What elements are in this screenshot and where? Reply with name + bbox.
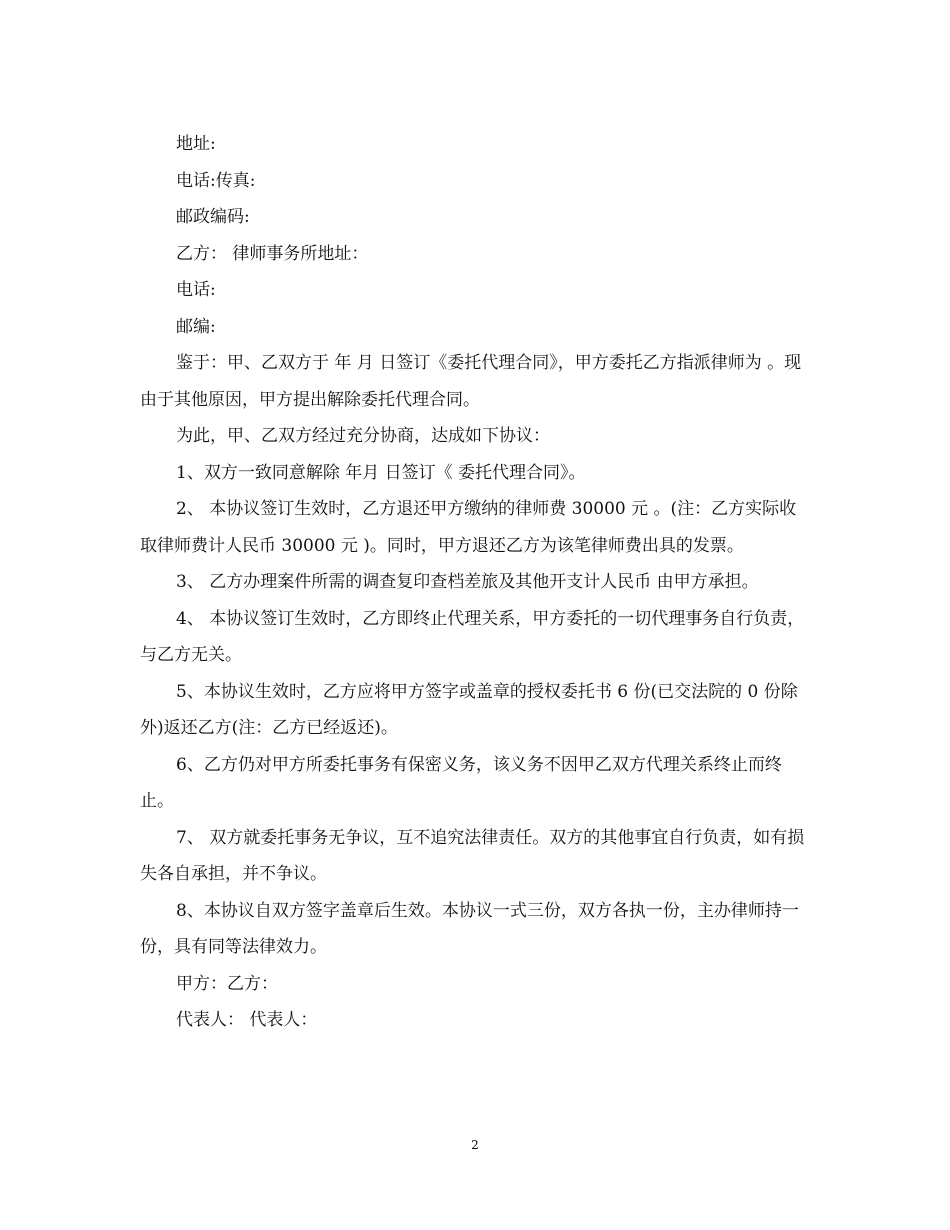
address-line: 地址: <box>176 134 216 154</box>
postal-code-line: 邮政编码: <box>176 207 250 227</box>
document-body <box>140 126 810 1039</box>
page-number: 2 <box>471 1138 479 1152</box>
party-b-postcode-line: 邮编: <box>176 316 216 337</box>
agreement-intro: 为此，甲、乙双方经过充分协商，达成如下协议： <box>176 426 550 446</box>
clause-2: 2、 本协议签订生效时，乙方退还甲方缴纳的律师费 30000 元 。(注：乙方实际收取律师费计人民币 30000 元 )。同时，甲方退还乙方为该笔律师费出具的发票。 <box>140 499 797 556</box>
clause-6: 6、乙方仍对甲方所委托事务有保密义务，该义务不因甲乙双方代理关系终止而终止。 <box>140 754 782 811</box>
clause-5: 5、本协议生效时，乙方应将甲方签字或盖章的授权委托书 6 份(已交法院的 0 份除外)返还乙方(注：乙方已经返还)。 <box>140 681 798 738</box>
phone-fax-line: 电话:传真: <box>176 170 256 191</box>
clause-4: 4、 本协议签订生效时，乙方即终止代理关系，甲方委托的一切代理事务自行负责，与乙方无关。 <box>140 608 805 665</box>
clause-1: 1、双方一致同意解除 年月 日签订《 委托代理合同》。 <box>176 462 586 483</box>
party-b-line: 乙方： 律师事务所地址： <box>176 243 369 264</box>
clause-7: 7、 双方就委托事务无争议，互不追究法律责任。双方的其他事宜自行负责，如有损失各自承担，并不争议。 <box>140 827 805 884</box>
whereas-paragraph: 鉴于：甲、乙双方于 年 月 日签订《委托代理合同》，甲方委托乙方指派律师为 。现由于其他原因，甲方提出解除委托代理合同。 <box>140 353 802 410</box>
party-b-phone-line: 电话: <box>176 280 216 300</box>
signature-parties-line: 甲方：乙方： <box>176 973 278 994</box>
representatives-line: 代表人： 代表人： <box>176 1010 318 1030</box>
clause-8: 8、本协议自双方签字盖章后生效。本协议一式三份，双方各执一份，主办律师持一份，具有同等法律效力。 <box>140 900 799 957</box>
clause-3: 3、 乙方办理案件所需的调查复印查档差旅及其他开支计人民币 由甲方承担。 <box>176 572 759 592</box>
